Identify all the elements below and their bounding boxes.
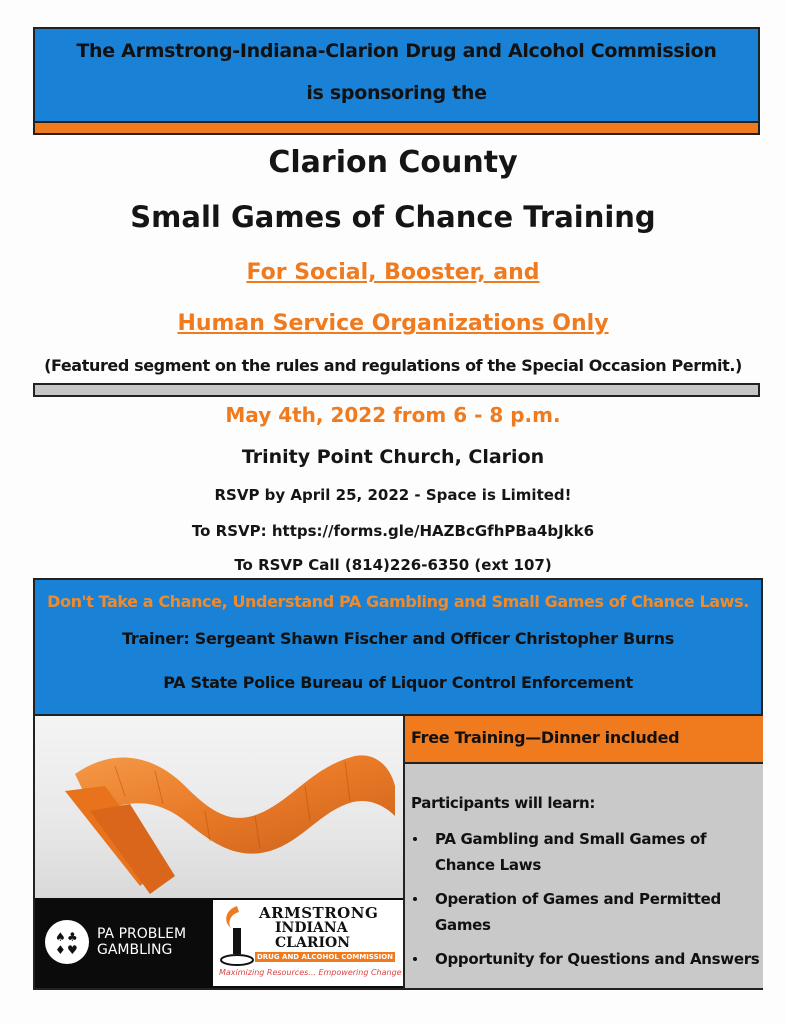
details-panel — [403, 716, 763, 988]
event-venue: Trinity Point Church, Clarion — [241, 446, 545, 468]
subtitle-line-1: For Social, Booster, and — [246, 260, 540, 285]
list-item — [411, 886, 761, 938]
aic-commission-logo — [213, 900, 403, 986]
info-box — [33, 578, 763, 716]
divider-bar — [33, 383, 760, 397]
pa-problem-gambling-logo — [45, 918, 205, 968]
rsvp-deadline: RSVP by April 25, 2022 - Space is Limited! — [214, 486, 572, 504]
learn-heading: Participants will learn: — [411, 794, 596, 812]
sponsor-line-1: The Armstrong-Indiana-Clarion Drug and Alcohol Commission — [76, 40, 717, 62]
card-suits-icon — [45, 920, 89, 964]
learn-list — [411, 826, 761, 972]
info-tagline: Don't Take a Chance, Understand PA Gambling and Small Games of Chance Laws. — [47, 592, 749, 611]
info-trainer: Trainer: Sergeant Shawn Fischer and Officer Christopher Burns — [122, 629, 674, 648]
free-training-banner — [405, 716, 763, 764]
svg-text:♦: ♦ — [55, 943, 66, 957]
aic-logo-line-3: CLARION — [275, 935, 351, 951]
svg-text:♥: ♥ — [67, 943, 78, 957]
aic-logo-line-1: ARMSTRONG — [259, 904, 379, 922]
list-item — [411, 946, 761, 972]
bullet-dot-icon — [413, 957, 417, 961]
sponsor-banner — [33, 27, 760, 135]
rsvp-link[interactable]: To RSVP: https://forms.gle/HAZBcGfhPBa4bJkk6 — [191, 522, 595, 540]
svg-text:♣: ♣ — [67, 930, 78, 944]
list-item — [411, 826, 761, 878]
logo-bar — [35, 898, 403, 988]
list-item-text: PA Gambling and Small Games of Chance Laws — [435, 830, 707, 874]
aic-logo-tagline: Maximizing Resources... Empowering Change — [219, 968, 402, 977]
bullet-dot-icon — [413, 897, 417, 901]
rsvp-phone: To RSVP Call (814)226-6350 (ext 107) — [234, 556, 552, 574]
raffle-tickets-image — [35, 716, 403, 898]
pa-logo-line-2: GAMBLING — [97, 942, 173, 958]
title-line-1: Clarion County — [268, 145, 518, 180]
pa-logo-text — [97, 926, 186, 958]
featured-note: (Featured segment on the rules and regulations of the Special Occasion Permit.) — [44, 356, 742, 375]
list-item-text: Opportunity for Questions and Answers — [435, 950, 760, 968]
aic-logo-subtitle: DRUG AND ALCOHOL COMMISSION — [256, 953, 394, 961]
title-line-2: Small Games of Chance Training — [130, 200, 656, 234]
subtitle-line-2: Human Service Organizations Only — [177, 311, 609, 336]
bottom-section — [33, 716, 763, 990]
sponsor-line-2: is sponsoring the — [306, 82, 487, 104]
event-date: May 4th, 2022 from 6 - 8 p.m. — [225, 403, 561, 427]
raffle-tickets-illustration — [35, 716, 403, 898]
banner-orange-strip — [35, 121, 758, 133]
pa-logo-line-1: PA PROBLEM — [97, 926, 187, 942]
free-training-text: Free Training—Dinner included — [411, 728, 680, 747]
list-item-text: Operation of Games and Permitted Games — [435, 890, 721, 934]
svg-text:♠: ♠ — [55, 930, 66, 944]
aic-logo-line-2: INDIANA — [275, 920, 348, 936]
bullet-dot-icon — [413, 837, 417, 841]
aic-emblem-icon — [217, 904, 257, 970]
info-agency: PA State Police Bureau of Liquor Control Enforcement — [163, 673, 633, 692]
